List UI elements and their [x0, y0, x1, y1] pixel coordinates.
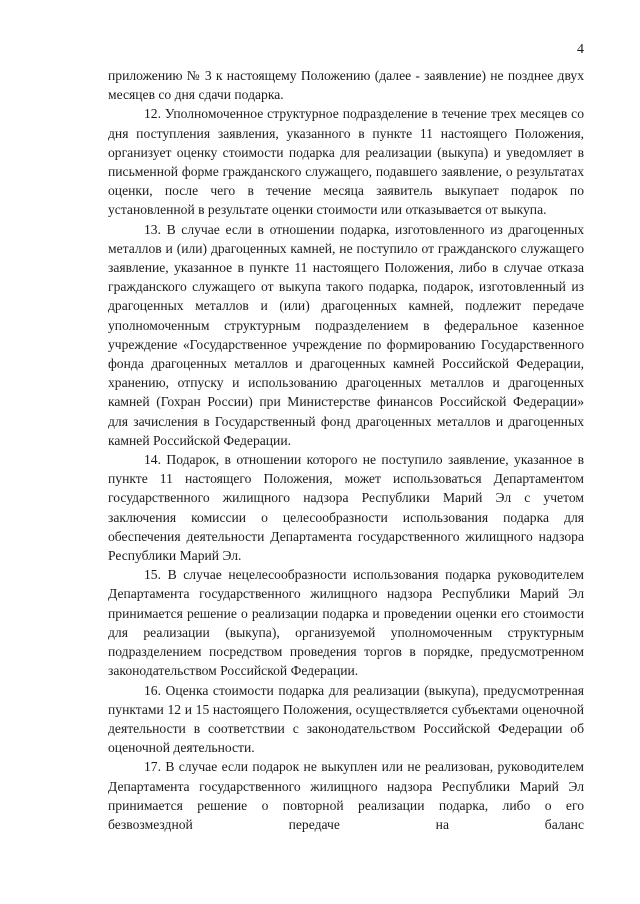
- page-number: 4: [577, 42, 584, 57]
- paragraph-15: 15. В случае нецелесообразности использования подарка руководителем Департамента государственного жилищного надзора Республики Марий Эл принимается решение о реализации подарка и проведении оценки его стоимости для реализации (выкупа), организуемой уполномоченным структурным подразделением посредством проведения торгов в порядке, предусмотренном законодательством Российской Федерации.: [108, 567, 584, 679]
- paragraph-continuation: приложению № 3 к настоящему Положению (далее - заявление) не позднее двух месяцев со дня сдачи подарка.: [108, 68, 584, 103]
- document-body: [108, 66, 584, 834]
- paragraph-12: 12. Уполномоченное структурное подразделение в течение трех месяцев со дня поступления заявления, указанного в пункте 11 настоящего Положения, организует оценку стоимости подарка для реализации (выкупа) и уведомляет в письменной форме гражданского служащего, подавшего заявление, о результатах оценки, после чего в течение месяца заявитель выкупает подарок по установленной в результате оценки стоимости или отказывается от выкупа.: [108, 106, 584, 218]
- paragraph-14: 14. Подарок, в отношении которого не поступило заявление, указанное в пункте 11 настоящего Положения, может использоваться Департаментом государственного жилищного надзора Республики Марий Эл с учетом заключения комиссии о целесообразности использования подарка для обеспечения деятельности Департамента государственного жилищного надзора Республики Марий Эл.: [108, 452, 584, 564]
- paragraph-16: 16. Оценка стоимости подарка для реализации (выкупа), предусмотренная пунктами 12 и 15 настоящего Положения, осуществляется субъектами оценочной деятельности в соответствии с законодательством Российской Федерации об оценочной деятельности.: [108, 682, 584, 756]
- paragraph-13: 13. В случае если в отношении подарка, изготовленного из драгоценных металлов и (или) драгоценных камней, не поступило от гражданского служащего заявление, указанное в пункте 11 настоящего Положения, либо в случае отказа гражданского служащего от выкупа такого подарка, подарок, изготовленный из драгоценных металлов и (или) драгоценных камней, подлежит передаче уполномоченным структурным подразделением в федеральное казенное учреждение «Государственное учреждение по формированию Государственного фонда драгоценных металлов и драгоценных камней Российской Федерации, хранению, отпуску и использованию драгоценных металлов и драгоценных камней (Гохран России) при Министерстве финансов Российской Федерации» для зачисления в Государственный фонд драгоценных металлов и драгоценных камней Российской Федерации.: [108, 221, 584, 448]
- paragraph-17: 17. В случае если подарок не выкуплен или не реализован, руководителем Департамента государственного жилищного надзора Республики Марий Эл принимается решение о повторной реализации подарка, либо о его безвозмездной передаче на баланс: [108, 759, 584, 832]
